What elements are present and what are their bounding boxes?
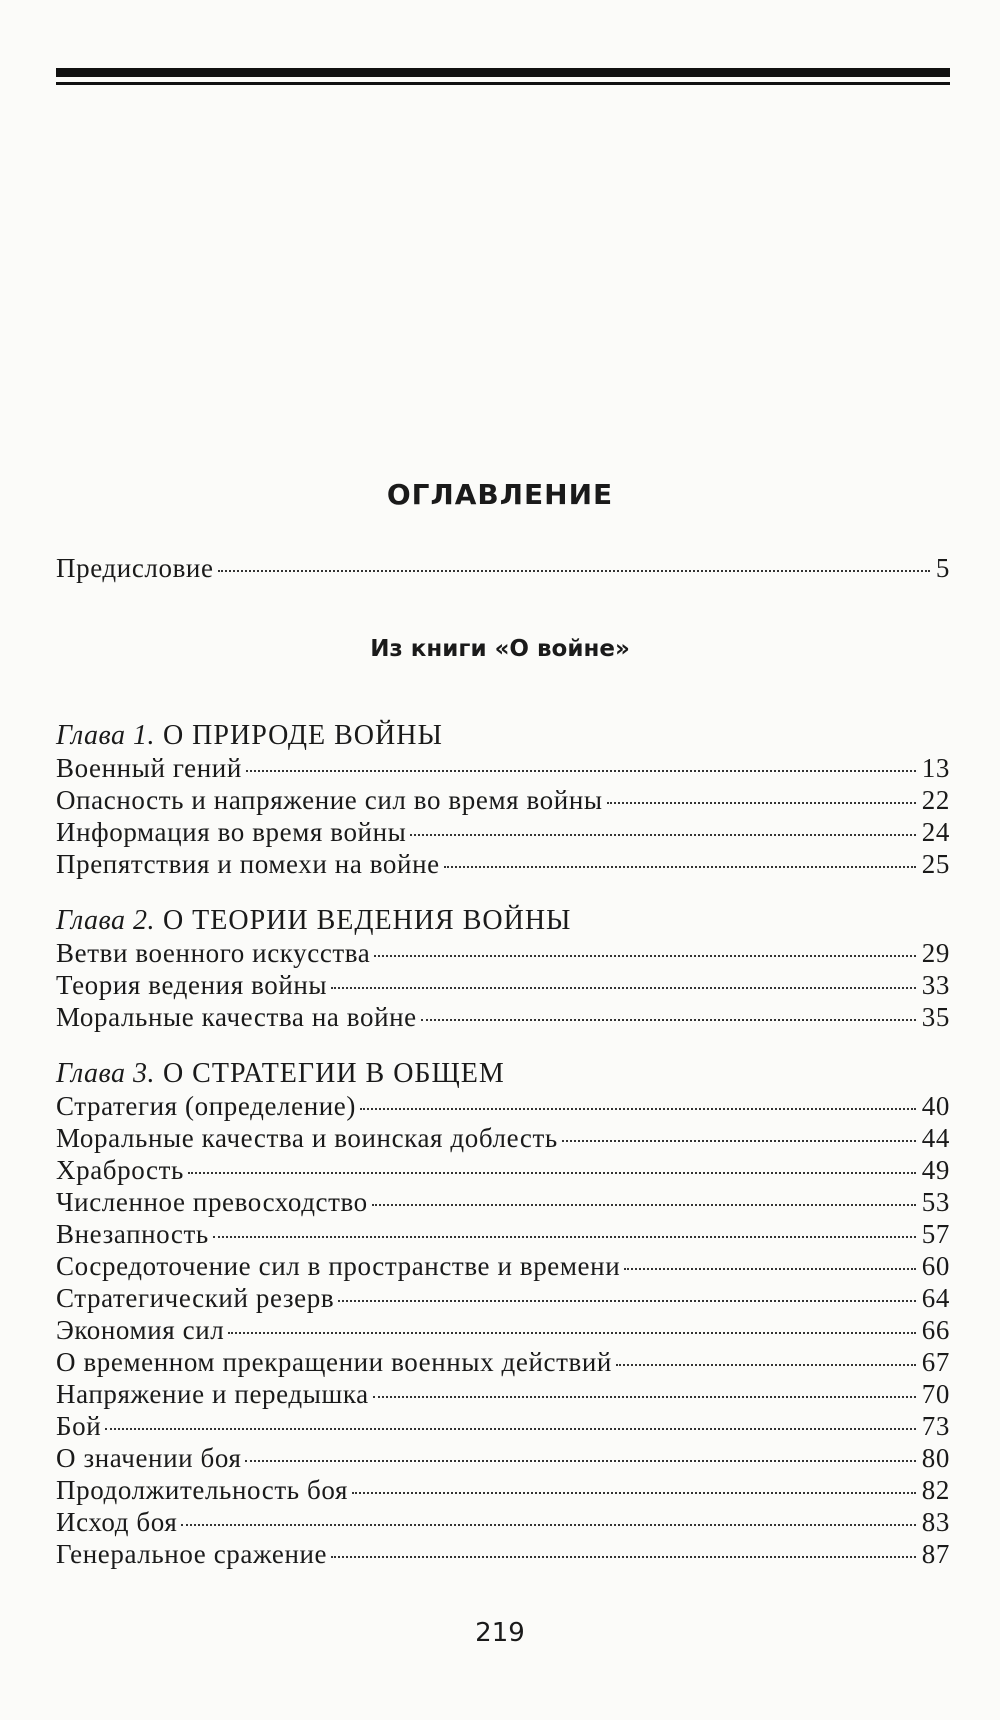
page-number: 219	[475, 1618, 525, 1648]
chapter-3-heading	[56, 1058, 950, 1090]
dot-leader	[213, 1236, 916, 1238]
entry-label: Стратегия (определение)	[56, 1091, 356, 1121]
toc-entry[interactable]	[56, 1538, 950, 1570]
entry-page: 82	[921, 1475, 950, 1505]
toc-title: ОГЛАВЛЕНИЕ	[386, 478, 614, 511]
dot-leader	[372, 1204, 916, 1206]
dot-leader	[421, 1019, 916, 1021]
entry-page: 87	[921, 1539, 950, 1569]
entry-page: 13	[921, 753, 950, 783]
header-rule-thin	[56, 82, 950, 85]
entry-page: 22	[921, 785, 950, 815]
entry-page: 35	[921, 1002, 950, 1032]
entry-label: Предисловие	[56, 553, 214, 583]
toc-entry[interactable]	[56, 1314, 950, 1346]
entry-label: Генеральное сражение	[56, 1539, 328, 1569]
dot-leader	[562, 1140, 916, 1142]
entry-label: Военный гений	[56, 753, 242, 783]
entry-page: 49	[921, 1155, 950, 1185]
entry-label: Информация во время войны	[56, 817, 407, 847]
dot-leader	[218, 570, 930, 572]
dot-leader	[616, 1364, 916, 1366]
toc-entry[interactable]	[56, 752, 950, 784]
entry-label: Внезапность	[56, 1219, 209, 1249]
toc-entry[interactable]	[56, 1186, 950, 1218]
dot-leader	[607, 802, 916, 804]
toc-entry[interactable]	[56, 1250, 950, 1282]
entry-page: 66	[921, 1315, 950, 1345]
entry-page: 29	[921, 938, 950, 968]
entry-label: Моральные качества и воинская доблесть	[56, 1123, 558, 1153]
entry-page: 70	[921, 1379, 950, 1409]
dot-leader	[228, 1332, 915, 1334]
entry-label: Препятствия и помехи на войне	[56, 849, 440, 879]
dot-leader	[624, 1268, 916, 1270]
toc-entry[interactable]	[56, 1442, 950, 1474]
entry-page: 5	[935, 553, 950, 583]
entry-label: Продолжительность боя	[56, 1475, 348, 1505]
chapter-title: О СТРАТЕГИИ В ОБЩЕМ	[162, 1058, 505, 1089]
chapter-title: О ТЕОРИИ ВЕДЕНИЯ ВОЙНЫ	[162, 905, 572, 936]
toc-entry[interactable]	[56, 1001, 950, 1033]
dot-leader	[246, 770, 916, 772]
toc-entry[interactable]	[56, 1506, 950, 1538]
dot-leader	[331, 987, 916, 989]
dot-leader	[331, 1556, 916, 1558]
entry-label: Ветви военного искусства	[56, 938, 371, 968]
entry-page: 24	[921, 817, 950, 847]
entry-label: Численное превосходство	[56, 1187, 368, 1217]
dot-leader	[444, 866, 916, 868]
toc-entry[interactable]	[56, 1282, 950, 1314]
entry-label: Сосредоточение сил в пространстве и времени	[56, 1251, 621, 1281]
dot-leader	[373, 1396, 916, 1398]
toc-entry[interactable]	[56, 1346, 950, 1378]
toc-entry[interactable]	[56, 969, 950, 1001]
entry-page: 57	[921, 1219, 950, 1249]
toc-entry[interactable]	[56, 848, 950, 880]
toc-entry[interactable]	[56, 816, 950, 848]
entry-label: О значении боя	[56, 1443, 242, 1473]
entry-page: 60	[921, 1251, 950, 1281]
toc-entry[interactable]	[56, 784, 950, 816]
chapter-1-heading	[56, 720, 950, 752]
entry-page: 73	[921, 1411, 950, 1441]
chapter-2-heading	[56, 905, 950, 937]
entry-page: 40	[921, 1091, 950, 1121]
entry-label: Напряжение и передышка	[56, 1379, 369, 1409]
chapter-number: Глава 1.	[56, 720, 155, 751]
header-rule-thick	[56, 68, 950, 77]
entry-page: 25	[921, 849, 950, 879]
chapter-title: О ПРИРОДЕ ВОЙНЫ	[162, 720, 443, 751]
entry-label: Опасность и напряжение сил во время войны	[56, 785, 603, 815]
entry-label: Экономия сил	[56, 1315, 225, 1345]
dot-leader	[352, 1492, 916, 1494]
entry-page: 44	[921, 1123, 950, 1153]
entry-label: Исход боя	[56, 1507, 178, 1537]
toc-entry-preface[interactable]	[56, 552, 950, 584]
dot-leader	[105, 1428, 916, 1430]
entry-page: 33	[921, 970, 950, 1000]
chapter-number: Глава 3.	[56, 1058, 155, 1089]
toc-entry[interactable]	[56, 1410, 950, 1442]
dot-leader	[188, 1172, 916, 1174]
toc-entry[interactable]	[56, 937, 950, 969]
chapter-number: Глава 2.	[56, 905, 155, 936]
dot-leader	[410, 834, 915, 836]
toc-entry[interactable]	[56, 1122, 950, 1154]
entry-label: Теория ведения войны	[56, 970, 328, 1000]
entry-label: Храбрость	[56, 1155, 184, 1185]
entry-label: О временном прекращении военных действий	[56, 1347, 612, 1377]
entry-label: Моральные качества на войне	[56, 1002, 417, 1032]
toc-entry[interactable]	[56, 1474, 950, 1506]
toc-entry[interactable]	[56, 1154, 950, 1186]
dot-leader	[181, 1524, 915, 1526]
toc-entry[interactable]	[56, 1378, 950, 1410]
toc-entry[interactable]	[56, 1090, 950, 1122]
entry-page: 83	[921, 1507, 950, 1537]
entry-page: 64	[921, 1283, 950, 1313]
dot-leader	[245, 1460, 915, 1462]
section-title: Из книги «О войне»	[370, 636, 630, 662]
entry-page: 80	[921, 1443, 950, 1473]
dot-leader	[338, 1300, 916, 1302]
entry-label: Стратегический резерв	[56, 1283, 335, 1313]
dot-leader	[360, 1108, 916, 1110]
toc-entry[interactable]	[56, 1218, 950, 1250]
entry-label: Бой	[56, 1411, 102, 1441]
dot-leader	[374, 955, 915, 957]
entry-page: 53	[921, 1187, 950, 1217]
entry-page: 67	[921, 1347, 950, 1377]
